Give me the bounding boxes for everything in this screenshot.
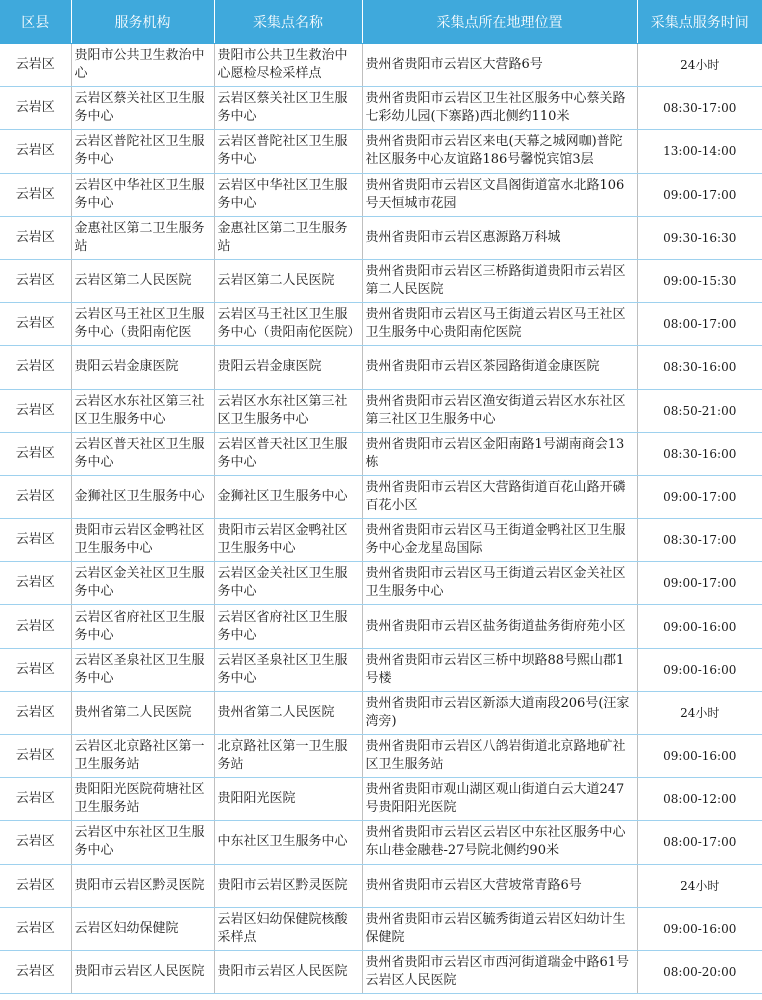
header-address: 采集点所在地理位置 xyxy=(362,0,637,44)
table-row xyxy=(0,519,762,562)
cell-district: 云岩区 xyxy=(0,821,71,864)
cell-hours: 09:30-16:30 xyxy=(637,216,762,259)
cell-address: 贵州省贵阳市云岩区卫生社区服务中心蔡关路七彩幼儿园(下寨路)西北侧约110米 xyxy=(362,87,637,130)
cell-site: 贵阳云岩金康医院 xyxy=(214,346,362,389)
cell-hours: 24小时 xyxy=(637,691,762,734)
table-row xyxy=(0,648,762,691)
cell-site: 云岩区省府社区卫生服务中心 xyxy=(214,605,362,648)
cell-org: 贵阳市云岩区黔灵医院 xyxy=(71,864,214,907)
cell-site: 云岩区蔡关社区卫生服务中心 xyxy=(214,87,362,130)
cell-org: 金惠社区第二卫生服务站 xyxy=(71,216,214,259)
table-row xyxy=(0,173,762,216)
table-row xyxy=(0,87,762,130)
cell-site: 金惠社区第二卫生服务站 xyxy=(214,216,362,259)
cell-org: 云岩区妇幼保健院 xyxy=(71,907,214,950)
cell-org: 云岩区中东社区卫生服务中心 xyxy=(71,821,214,864)
cell-org: 云岩区蔡关社区卫生服务中心 xyxy=(71,87,214,130)
cell-org: 云岩区金关社区卫生服务中心 xyxy=(71,562,214,605)
header-row xyxy=(0,0,762,44)
cell-address: 贵州省贵阳市观山湖区观山街道白云大道247号贵阳阳光医院 xyxy=(362,778,637,821)
cell-district: 云岩区 xyxy=(0,44,71,87)
cell-address: 贵州省贵阳市云岩区大营路6号 xyxy=(362,44,637,87)
cell-address: 贵州省贵阳市云岩区茶园路街道金康医院 xyxy=(362,346,637,389)
table-row xyxy=(0,432,762,475)
cell-org: 云岩区中华社区卫生服务中心 xyxy=(71,173,214,216)
cell-hours: 09:00-17:00 xyxy=(637,562,762,605)
table-row xyxy=(0,864,762,907)
cell-hours: 09:00-16:00 xyxy=(637,605,762,648)
cell-hours: 08:50-21:00 xyxy=(637,389,762,432)
cell-hours: 09:00-17:00 xyxy=(637,173,762,216)
cell-address: 贵州省贵阳市云岩区毓秀街道云岩区妇幼计生保健院 xyxy=(362,907,637,950)
cell-address: 贵州省贵阳市云岩区惠源路万科城 xyxy=(362,216,637,259)
cell-district: 云岩区 xyxy=(0,87,71,130)
cell-org: 金狮社区卫生服务中心 xyxy=(71,475,214,518)
cell-site: 云岩区圣泉社区卫生服务中心 xyxy=(214,648,362,691)
cell-district: 云岩区 xyxy=(0,778,71,821)
cell-site: 贵阳阳光医院 xyxy=(214,778,362,821)
cell-hours: 08:00-17:00 xyxy=(637,303,762,346)
cell-hours: 09:00-15:30 xyxy=(637,259,762,302)
cell-org: 贵阳阳光医院荷塘社区卫生服务站 xyxy=(71,778,214,821)
cell-hours: 24小时 xyxy=(637,864,762,907)
table-row xyxy=(0,44,762,87)
cell-address: 贵州省贵阳市云岩区马王街道云岩区马王社区卫生服务中心贵阳南佗医院 xyxy=(362,303,637,346)
table-row xyxy=(0,216,762,259)
cell-district: 云岩区 xyxy=(0,691,71,734)
cell-site: 中东社区卫生服务中心 xyxy=(214,821,362,864)
header-hours: 采集点服务时间 xyxy=(637,0,762,44)
table-row xyxy=(0,907,762,950)
cell-hours: 08:00-12:00 xyxy=(637,778,762,821)
table-row xyxy=(0,691,762,734)
cell-district: 云岩区 xyxy=(0,519,71,562)
cell-district: 云岩区 xyxy=(0,475,71,518)
cell-address: 贵州省贵阳市云岩区大营坡常青路6号 xyxy=(362,864,637,907)
cell-district: 云岩区 xyxy=(0,130,71,173)
cell-hours: 13:00-14:00 xyxy=(637,130,762,173)
cell-hours: 08:00-20:00 xyxy=(637,950,762,993)
cell-org: 云岩区普天社区卫生服务中心 xyxy=(71,432,214,475)
cell-address: 贵州省贵阳市云岩区来电(天幕之城网咖)普陀社区服务中心友谊路186号馨悦宾馆3层 xyxy=(362,130,637,173)
cell-address: 贵州省贵阳市云岩区云岩区中东社区服务中心东山巷金融巷-27号院北侧约90米 xyxy=(362,821,637,864)
cell-org: 云岩区普陀社区卫生服务中心 xyxy=(71,130,214,173)
cell-address: 贵州省贵阳市云岩区马王街道云岩区金关社区卫生服务中心 xyxy=(362,562,637,605)
cell-district: 云岩区 xyxy=(0,303,71,346)
cell-hours: 09:00-16:00 xyxy=(637,648,762,691)
table-row xyxy=(0,605,762,648)
header-site: 采集点名称 xyxy=(214,0,362,44)
table-row xyxy=(0,950,762,993)
cell-site: 贵阳市云岩区人民医院 xyxy=(214,950,362,993)
cell-district: 云岩区 xyxy=(0,864,71,907)
cell-org: 贵州省第二人民医院 xyxy=(71,691,214,734)
cell-hours: 08:30-16:00 xyxy=(637,432,762,475)
cell-address: 贵州省贵阳市云岩区三桥中坝路88号熙山郡1号楼 xyxy=(362,648,637,691)
cell-district: 云岩区 xyxy=(0,216,71,259)
cell-hours: 08:30-17:00 xyxy=(637,87,762,130)
cell-site: 云岩区普陀社区卫生服务中心 xyxy=(214,130,362,173)
cell-district: 云岩区 xyxy=(0,648,71,691)
cell-site: 贵阳市公共卫生救治中心愿检尽检采样点 xyxy=(214,44,362,87)
cell-address: 贵州省贵阳市云岩区市西河街道瑞金中路61号云岩区人民医院 xyxy=(362,950,637,993)
table-body xyxy=(0,44,762,994)
cell-site: 云岩区第二人民医院 xyxy=(214,259,362,302)
cell-address: 贵州省贵阳市云岩区马王街道金鸭社区卫生服务中心金龙星岛国际 xyxy=(362,519,637,562)
cell-org: 云岩区圣泉社区卫生服务中心 xyxy=(71,648,214,691)
cell-district: 云岩区 xyxy=(0,432,71,475)
cell-district: 云岩区 xyxy=(0,950,71,993)
cell-site: 云岩区金关社区卫生服务中心 xyxy=(214,562,362,605)
table-row xyxy=(0,389,762,432)
table-row xyxy=(0,821,762,864)
cell-org: 贵阳市云岩区人民医院 xyxy=(71,950,214,993)
cell-hours: 24小时 xyxy=(637,44,762,87)
table-row xyxy=(0,735,762,778)
cell-hours: 08:30-17:00 xyxy=(637,519,762,562)
table-row xyxy=(0,778,762,821)
table-row xyxy=(0,130,762,173)
cell-site: 云岩区中华社区卫生服务中心 xyxy=(214,173,362,216)
cell-org: 云岩区水东社区第三社区卫生服务中心 xyxy=(71,389,214,432)
cell-site: 北京路社区第一卫生服务站 xyxy=(214,735,362,778)
header-org: 服务机构 xyxy=(71,0,214,44)
cell-district: 云岩区 xyxy=(0,562,71,605)
cell-hours: 09:00-16:00 xyxy=(637,907,762,950)
cell-site: 金狮社区卫生服务中心 xyxy=(214,475,362,518)
cell-org: 贵阳市云岩区金鸭社区卫生服务中心 xyxy=(71,519,214,562)
table-row xyxy=(0,303,762,346)
cell-district: 云岩区 xyxy=(0,907,71,950)
table-header xyxy=(0,0,762,44)
cell-district: 云岩区 xyxy=(0,605,71,648)
table-row xyxy=(0,346,762,389)
cell-site: 贵阳市云岩区黔灵医院 xyxy=(214,864,362,907)
cell-site: 云岩区马王社区卫生服务中心（贵阳南佗医院） xyxy=(214,303,362,346)
cell-address: 贵州省贵阳市云岩区盐务街道盐务街府苑小区 xyxy=(362,605,637,648)
cell-district: 云岩区 xyxy=(0,735,71,778)
cell-site: 云岩区普天社区卫生服务中心 xyxy=(214,432,362,475)
cell-site: 贵阳市云岩区金鸭社区卫生服务中心 xyxy=(214,519,362,562)
header-district: 区县 xyxy=(0,0,71,44)
cell-org: 云岩区北京路社区第一卫生服务站 xyxy=(71,735,214,778)
cell-site: 云岩区水东社区第三社区卫生服务中心 xyxy=(214,389,362,432)
cell-district: 云岩区 xyxy=(0,173,71,216)
table-row xyxy=(0,562,762,605)
cell-address: 贵州省贵阳市云岩区三桥路街道贵阳市云岩区第二人民医院 xyxy=(362,259,637,302)
cell-org: 云岩区省府社区卫生服务中心 xyxy=(71,605,214,648)
cell-site: 云岩区妇幼保健院核酸采样点 xyxy=(214,907,362,950)
cell-hours: 09:00-17:00 xyxy=(637,475,762,518)
cell-hours: 08:30-16:00 xyxy=(637,346,762,389)
cell-hours: 09:00-16:00 xyxy=(637,735,762,778)
cell-address: 贵州省贵阳市云岩区文昌阁街道富水北路106号天恒城市花园 xyxy=(362,173,637,216)
cell-org: 云岩区马王社区卫生服务中心（贵阳南佗医 xyxy=(71,303,214,346)
cell-address: 贵州省贵阳市云岩区新添大道南段206号(汪家湾旁) xyxy=(362,691,637,734)
cell-org: 云岩区第二人民医院 xyxy=(71,259,214,302)
cell-district: 云岩区 xyxy=(0,389,71,432)
cell-site: 贵州省第二人民医院 xyxy=(214,691,362,734)
cell-district: 云岩区 xyxy=(0,346,71,389)
cell-org: 贵阳市公共卫生救治中心 xyxy=(71,44,214,87)
cell-address: 贵州省贵阳市云岩区大营路街道百花山路开磷百花小区 xyxy=(362,475,637,518)
table-row xyxy=(0,259,762,302)
cell-address: 贵州省贵阳市云岩区渔安街道云岩区水东社区第三社区卫生服务中心 xyxy=(362,389,637,432)
cell-district: 云岩区 xyxy=(0,259,71,302)
cell-hours: 08:00-17:00 xyxy=(637,821,762,864)
table-row xyxy=(0,475,762,518)
cell-address: 贵州省贵阳市云岩区八鸽岩街道北京路地矿社区卫生服务站 xyxy=(362,735,637,778)
cell-org: 贵阳云岩金康医院 xyxy=(71,346,214,389)
cell-address: 贵州省贵阳市云岩区金阳南路1号湖南商会13栋 xyxy=(362,432,637,475)
